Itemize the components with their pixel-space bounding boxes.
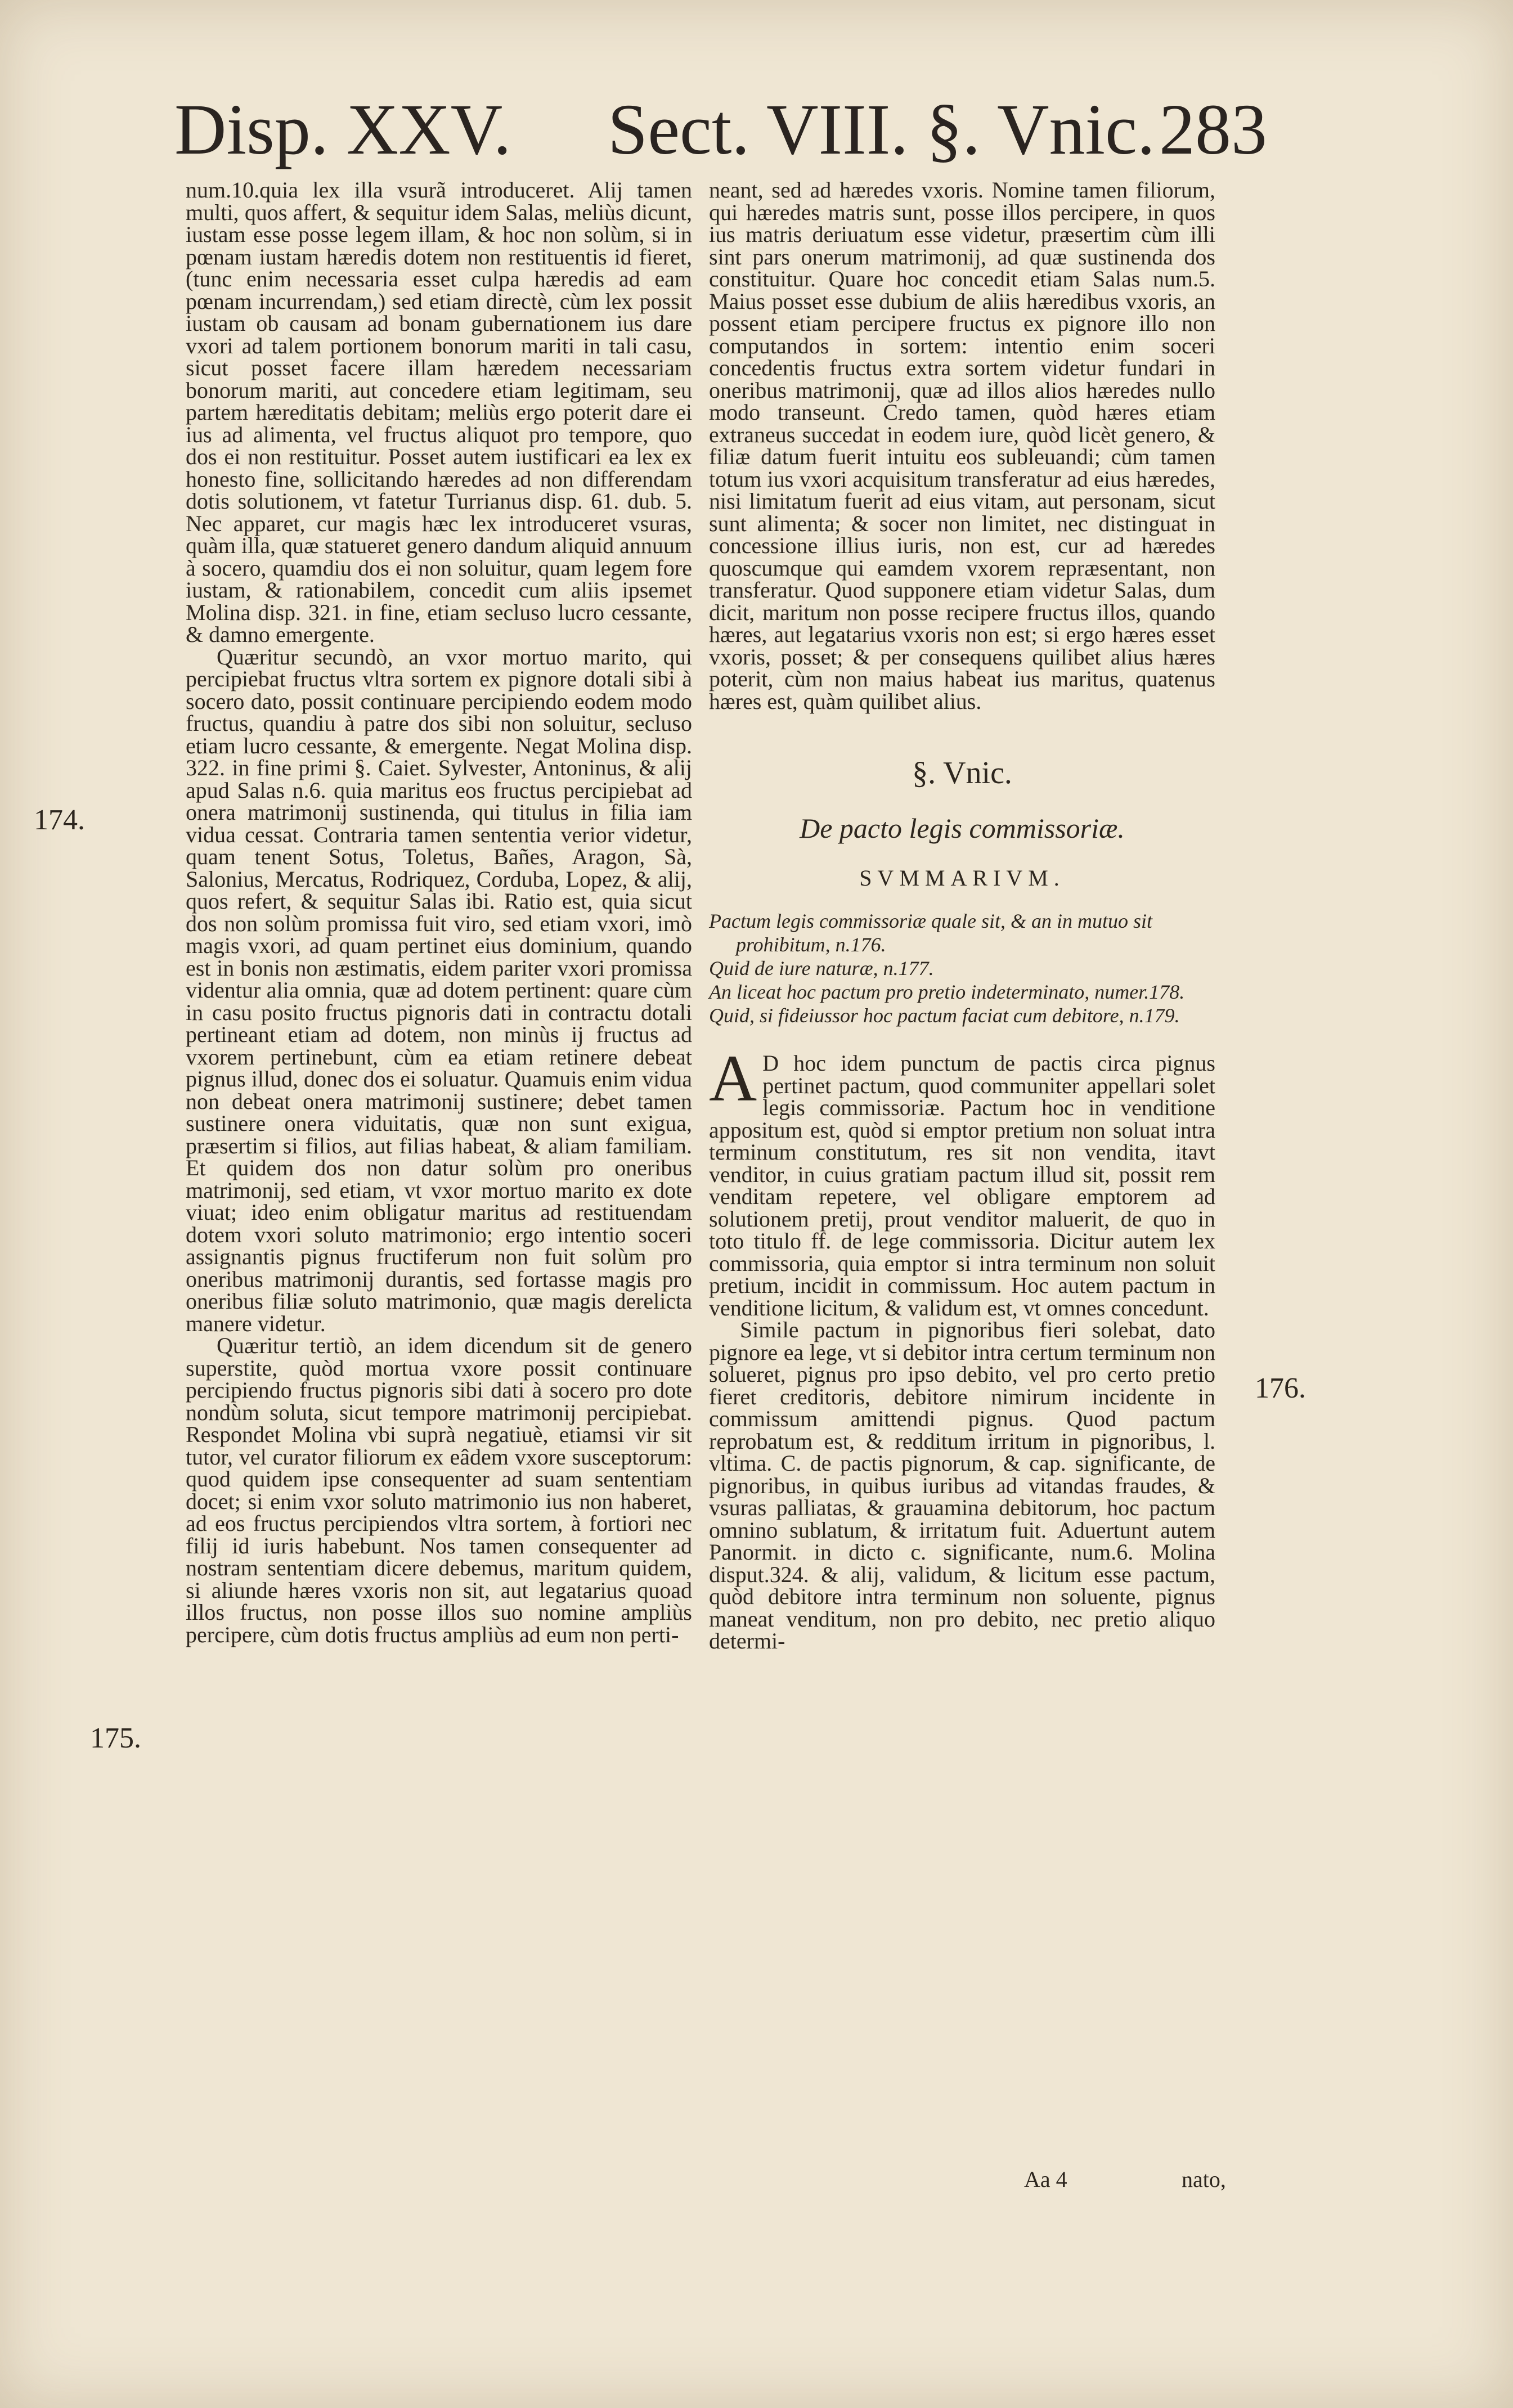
paragraph-175: Quæritur tertiò, an idem dicendum sit de genero superstite, quòd mortua vxore possit continuare percipiendo fructus pignoris sibi dati à socero pro dote nondùm soluta, sicut tempore matrimonij percipiebat. Respondet Molina vbi suprà negatiuè, etiamsi vir sit tutor, vel curator filiorum ex eâdem vxore susceptorum: quod quidem ipse consequenter ad suam sententiam docet; si enim vxor soluto matrimonio ius non haberet, ad eos fructus percipiendos vltra sortem, à fortiori nec filij id iuris habebunt. Nos tamen consequenter ad nostram sententiam dicere debemus, maritum quidem, si aliunde hæres vxoris non sit, aut legatarius quoad illos fructus, non posse illos suo nomine ampliùs percipere, cùm dotis fructus ampliùs ad eum non perti- <box>186 1333 692 1647</box>
summary-item: Pactum legis commissoriæ quale sit, & an in mutuo sit prohibitum, n.176. <box>709 910 1152 956</box>
section-heading: §. Vnic. <box>912 756 1012 790</box>
catchword: nato, <box>1182 2167 1226 2192</box>
right-column <box>709 179 1215 1652</box>
page-footer <box>1024 2166 1249 2194</box>
margin-number-176: 176. <box>1255 1372 1306 1404</box>
left-continuation-text: num.10.quia lex illa vsurã introduceret. Alij tamen multi, quos affert, & sequitur idem Salas, meliùs dicunt, iustam esse posse legem illam, & hoc non solùm, si in pœnam iustam hæredis dotem non restituentis id fieret, (tunc enim necessaria esset culpa hæredis ad eam pœnam incurrendam,) sed etiam directè, cùm lex possit iustam ob causam ad bonam gubernationem ius dare vxori ad talem portionem bonorum mariti in tali casu, sicut posset facere illam hæredem necessariam bonorum mariti, aut concedere etiam legitimam, seu partem hæreditatis debitam; meliùs ergo poterit dare ei ius ad alimenta, vel fructus aliquot pro tempore, quo dos ei non restituitur. Posset autem iustificari ea lex ex honesto fine, sollicitando hæredes ad non differendam dotis solutionem, vt fatetur Turrianus disp. 61. dub. 5. Nec apparet, cur magis hæc lex introduceret vsuras, quàm illa, quæ statueret genero dandum aliquid annuum à socero, quamdiu dos ei non soluitur, quam legem fore iustam, & rationabilem, concedit cum aliis ipsemet Molina disp. 321. in fine, etiam secluso lucro cessante, & damno emergente. <box>186 177 692 647</box>
summary-title: SVMMARIVM. <box>859 865 1065 891</box>
right-continuation-text: neant, sed ad hæredes vxoris. Nomine tamen filiorum, qui hæredes matris sunt, posse illos percipere, in quos ius matris deriuatum esse videtur, præsertim cùm illi sint pars onerum matrimonij, ad quæ sustinenda dos constituitur. Quare hoc concedit etiam Salas num.5. Maius posset esse dubium de aliis hæredibus vxoris, an possent etiam percipere fructus ex pignore illo non computandos in sortem: intentio enim soceri concedentis fructus extra sortem videtur fundari in oneribus matrimonij, quæ ad illos alios hæredes nullo modo transeunt. Credo tamen, quòd hæres etiam extraneus succedat in eodem iure, quòd licèt genero, & filiæ datum fuerit intuitu eos subleuandi; cùm tamen totum ius vxori acquisitum transferatur ad eius hæredes, nisi limitatum fuerit ad eius vitam, aut personam, sicut sunt alimenta; & socer non limitet, nec distinguat in concessione illius iuris, non est, cur ad hæredes quoscumque qui eamdem vxorem repræsentant, non transferatur. Quod supponere etiam videtur Salas, dum dicit, maritum non posse recipere fructus illos, quando hæres, aut legatarius vxoris non est; si ergo hæres esset vxoris, posset; & per consequens quilibet alius hæres poterit, cùm non maius habeat ius maritus, quatenus hæres est, quàm quilibet alius. <box>709 177 1215 714</box>
summary-item: Quid de iure naturæ, n.177. <box>709 957 934 980</box>
left-column <box>186 179 692 1646</box>
summary-list <box>709 909 1215 1027</box>
drop-cap: A <box>709 1041 757 1115</box>
paragraph-simile: Simile pactum in pignoribus fieri solebat, dato pignore ea lege, vt si debitor intra certum terminum non solueret, pignus pro ipso debito, vel pro certo pretio fieret creditoris, debitore nimirum incidente in commissum amittendi pignus. Quod pactum reprobatum est, & redditum irritum in pignoribus, l. vltima. C. de pactis pignorum, & cap. significante, de pignoribus, in quibus iuribus ad vitandas fraudes, & vsuras palliatas, & grauamina debitorum, hoc pactum omnino sublatum, & irritatum fuit. Aduertunt autem Panormit. in dicto c. significante, num.6. Molina disput.324. & alij, validum, & licitum esse pactum, quòd debitore intra terminum non soluente, pignus maneat venditum, non pro debito, nec pretio aliquo determi- <box>709 1317 1215 1654</box>
margin-number-174: 174. <box>34 804 85 836</box>
paragraph-176-block <box>709 1041 1215 1320</box>
margin-number-175: 175. <box>90 1722 141 1754</box>
page-number: 283 <box>1159 89 1267 169</box>
summary-item: An liceat hoc pactum pro pretio indeterminato, numer.178. <box>709 981 1185 1003</box>
header-section: Sect. VIII. §. Vnic. <box>608 89 1155 169</box>
header-disputation: Disp. XXV. <box>174 89 511 169</box>
running-header <box>174 84 1300 174</box>
paragraph-176: D hoc idem punctum de pactis circa pignus pertinet pactum, quod communiter appellari solet legis commissoriæ. Pactum hoc in venditione appositum est, quòd si emptor pretium non soluat intra terminum constitutum, res sit non vendita, itavt venditor, in cuius gratiam pactum illud sit, possit rem venditam repetere, vel obligare emptorem ad solutionem pretij, prout venditor maluerit, de quo in toto titulo ff. de lege commissoria. Dicitur autem lex commissoria, quia emptor si intra terminum non soluit pretium, incidit in commissum. Hoc autem pactum in venditione licitum, & validum est, vt omnes concedunt. <box>709 1050 1215 1320</box>
signature-mark: Aa 4 <box>1024 2167 1067 2192</box>
section-title: De pacto legis commissoriæ. <box>800 812 1125 844</box>
summary-item: Quid, si fideiussor hoc pactum faciat cum debitore, n.179. <box>709 1004 1180 1027</box>
paragraph-174: Quæritur secundò, an vxor mortuo marito, qui percipiebat fructus vltra sortem ex pignore dotali sibi à socero dato, possit continuare percipiendo eodem modo fructus, quandiu à patre dos sibi non soluitur, secluso etiam lucro cessante, & emergente. Negat Molina disp. 322. in fine primi §. Caiet. Sylvester, Antoninus, & alij apud Salas n.6. quia maritus eos fructus percipiebat ad onera matrimonij sustinenda, qui titulus in filia iam vidua cessat. Contraria tamen sententia verior videtur, quam tenent Sotus, Toletus, Bañes, Aragon, Sà, Salonius, Mercatus, Rodriquez, Corduba, Lopez, & alij, quos refert, & sequitur Salas ibi. Ratio est, quia sicut dos non solùm promissa fuit viro, sed etiam vxori, imò magis vxori, ad quam pertinet eius dominium, quando est in bonis non æstimatis, eidem pariter vxori promissa videntur alia omnia, quæ ad dotem pertinent: quare cùm in casu posito fructus pignoris dati in contractu dotali pertineant etiam ad dotem, non minùs ij fructus ad vxorem pertinebunt, cùm ea etiam retinere debeat pignus illud, donec dos ei soluatur. Quamuis enim vidua non debeat onera matrimonij sustinere; debet tamen sustinere onera viduitatis, quæ non sunt exigua, præsertim si filios, aut filias habeat, & aliam familiam. Et quidem dos non datur solùm pro oneribus matrimonij, sed etiam, vt vxor mortuo marito ex dote viuat; ideo enim obligatur maritus ad restituendam dotem vxori soluto matrimonio; ergo intentio soceri assignantis pignus fructiferum non fuit solùm pro oneribus matrimonij durantis, sed fortasse magis pro oneribus filiæ soluto matrimonio, quæ magis derelicta manere videtur. <box>186 644 692 1336</box>
